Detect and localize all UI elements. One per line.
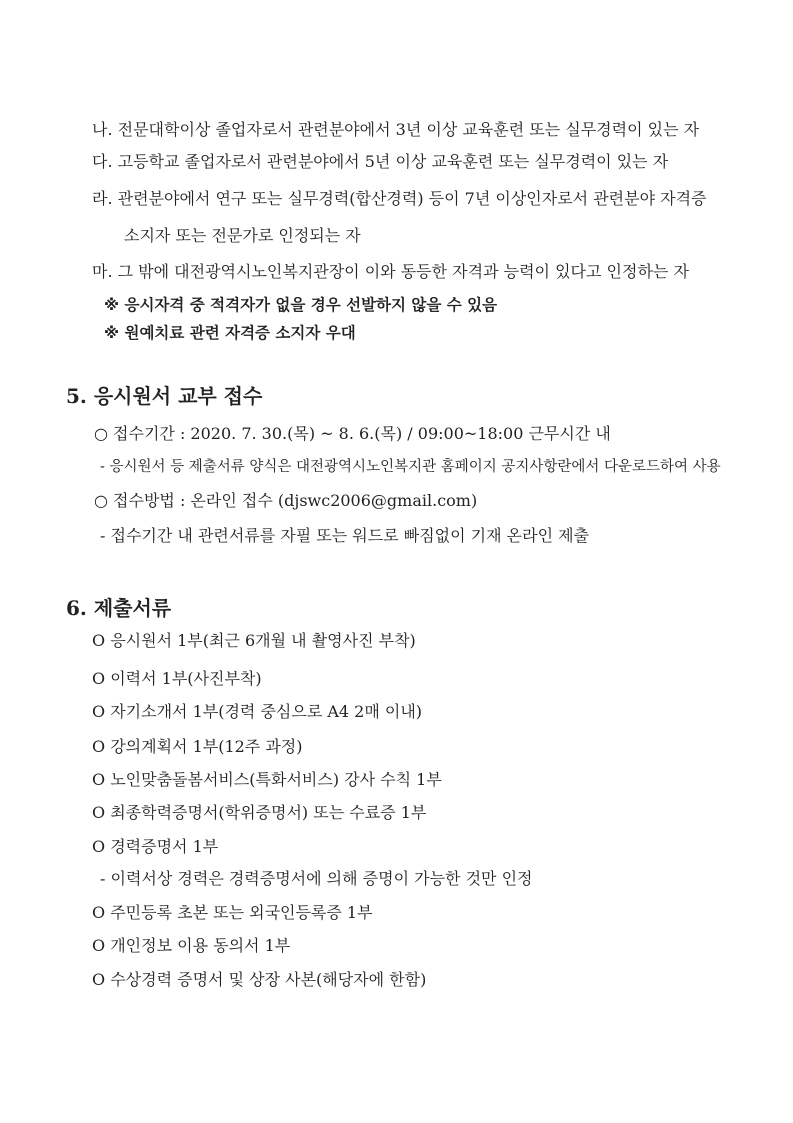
section-heading-5: 5. 응시원서 교부 접수 (66, 384, 263, 408)
application-method: ○ 접수방법 : 온라인 접수 (djswc2006@gmail.com) (94, 491, 478, 510)
document-item-note: - 이력서상 경력은 경력증명서에 의해 증명이 가능한 것만 인정 (100, 869, 533, 888)
qualification-item: 나. 전문대학이상 졸업자로서 관련분야에서 3년 이상 교육훈련 또는 실무경력이 있는 자 (92, 120, 700, 139)
note: ※ 원예치료 관련 자격증 소지자 우대 (104, 324, 356, 342)
qualification-item: 라. 관련분야에서 연구 또는 실무경력(합산경력) 등이 7년 이상인자로서 관련분야 자격증 (92, 189, 707, 208)
document-item: O 개인정보 이용 동의서 1부 (92, 936, 291, 955)
application-period: ○ 접수기간 : 2020. 7. 30.(목) ~ 8. 6.(목) / 09:00~18:00 근무시간 내 (94, 424, 611, 443)
document-item: O 응시원서 1부(최근 6개월 내 촬영사진 부착) (92, 631, 416, 650)
document-item: O 최종학력증명서(학위증명서) 또는 수료증 1부 (92, 803, 427, 822)
note: ※ 응시자격 중 적격자가 없을 경우 선발하지 않을 수 있음 (104, 296, 498, 314)
form-download-note: - 응시원서 등 제출서류 양식은 대전광역시노인복지관 홈페이지 공지사항란에서 다운로드하여 사용 (100, 459, 721, 475)
document-item: O 강의계획서 1부(12주 과정) (92, 737, 303, 756)
document-item: O 수상경력 증명서 및 상장 사본(해당자에 한함) (92, 970, 427, 989)
document-item: O 이력서 1부(사진부착) (92, 669, 262, 688)
document-item: O 주민등록 초본 또는 외국인등록증 1부 (92, 903, 373, 922)
document-item: O 경력증명서 1부 (92, 837, 219, 856)
qualification-item-continuation: 소지자 또는 전문가로 인정되는 자 (124, 226, 361, 245)
document-item: O 자기소개서 1부(경력 중심으로 A4 2매 이내) (92, 702, 423, 721)
qualification-item: 다. 고등학교 졸업자로서 관련분야에서 5년 이상 교육훈련 또는 실무경력이 있는 자 (92, 152, 669, 171)
qualification-item: 마. 그 밖에 대전광역시노인복지관장이 이와 동등한 자격과 능력이 있다고 인정하는 자 (92, 262, 689, 281)
section-heading-6: 6. 제출서류 (66, 596, 172, 620)
document-item: O 노인맞춤돌봄서비스(특화서비스) 강사 수칙 1부 (92, 770, 442, 789)
submission-note: - 접수기간 내 관련서류를 자필 또는 워드로 빠짐없이 기재 온라인 제출 (100, 526, 590, 545)
